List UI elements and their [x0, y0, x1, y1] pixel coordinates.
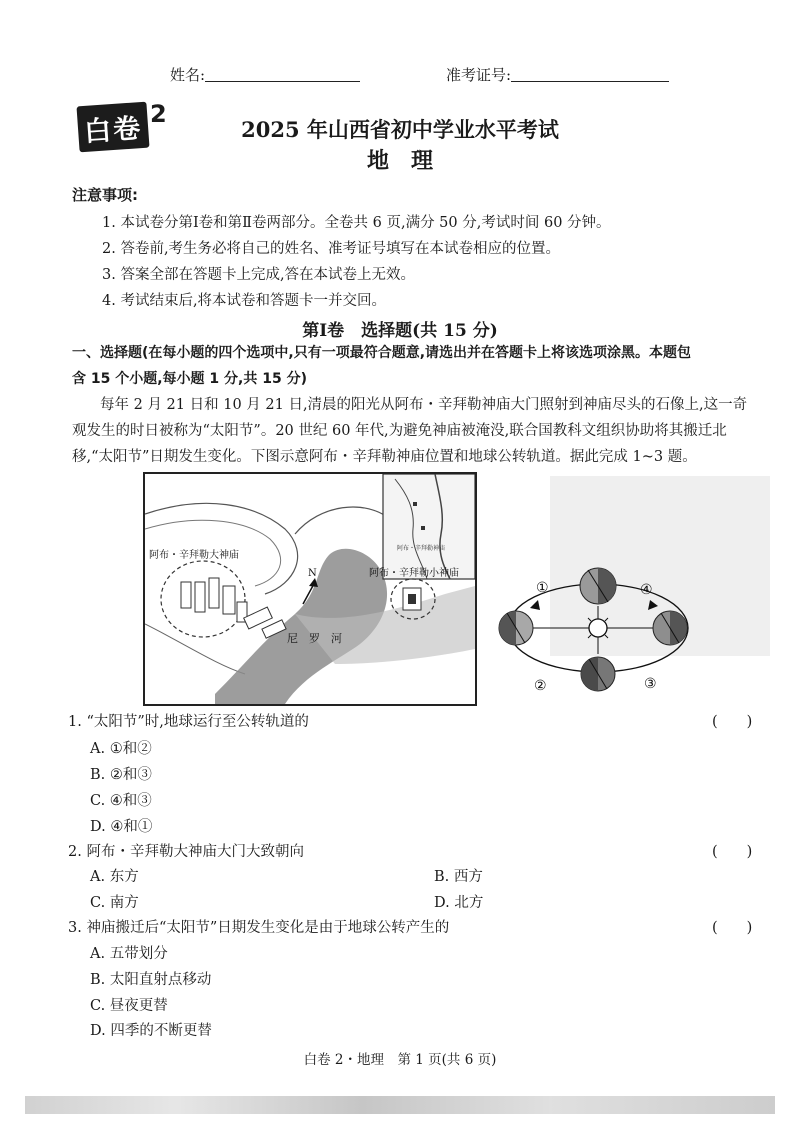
- subject-title: 地 理: [366, 148, 433, 174]
- option: D. 北方: [434, 895, 484, 911]
- passage: [72, 392, 772, 470]
- passage-line: 每年 2 月 21 日和 10 月 21 日,清晨的阳光从阿布・辛拜勒神庙大门照射到神庙尽头的石像上,这一奇: [100, 397, 748, 413]
- paper-badge: 白卷: [76, 102, 149, 153]
- big-temple-label: 阿布・辛拜勒大神庙: [149, 550, 239, 561]
- temple-map: [145, 474, 475, 704]
- page-footer: 白卷 2・地理 第 1 页(共 6 页): [303, 1052, 497, 1068]
- paper-badge-number: 2: [150, 100, 167, 128]
- option: A. ①和②: [90, 741, 152, 757]
- orbit-position-label: ④: [640, 582, 653, 598]
- section-title: 第Ⅰ卷 选择题(共 15 分): [302, 321, 498, 341]
- answer-paren: ( ): [712, 844, 753, 860]
- scan-edge: [25, 1096, 775, 1114]
- passage-line: 移,“太阳节”日期发生变化。下图示意阿布・辛拜勒神庙位置和地球公转轨道。据此完成 1~3 题。: [72, 449, 697, 465]
- exam-number-field: [446, 64, 669, 85]
- temple-map-figure: [143, 472, 477, 706]
- note-item: 1. 本试卷分第Ⅰ卷和第Ⅱ卷两部分。全卷共 6 页,满分 50 分,考试时间 60 分钟。: [102, 215, 611, 231]
- earth-orbit-figure: [490, 468, 780, 704]
- small-temple-label: 阿布・辛拜勒小神庙: [369, 568, 459, 579]
- option: B. ②和③: [90, 767, 152, 783]
- inset-label: 阿布・辛拜勒神庙: [397, 545, 446, 552]
- section-instruction-line: 含 15 个小题,每小题 1 分,共 15 分): [72, 371, 307, 387]
- section-instruction: [72, 340, 772, 392]
- name-label: 姓名:: [170, 66, 206, 84]
- orbit-position-label: ③: [644, 676, 657, 692]
- section-instruction-line: 一、选择题(在每小题的四个选项中,只有一项最符合题意,请选出并在答题卡上将该选项涂黑。本题包: [72, 345, 692, 361]
- exam-title: 2025 年山西省初中学业水平考试: [241, 117, 559, 142]
- question-stem: 3. 神庙搬迁后“太阳节”日期发生变化是由于地球公转产生的: [68, 920, 450, 936]
- name-field: [170, 64, 360, 85]
- earth-orbit-diagram: [490, 468, 780, 704]
- option: A. 东方: [90, 869, 139, 885]
- question-stem: 1. “太阳节”时,地球运行至公转轨道的: [68, 714, 309, 730]
- answer-paren: ( ): [712, 714, 753, 730]
- option: B. 太阳直射点移动: [90, 972, 212, 988]
- earth-icon: [499, 611, 533, 645]
- earth-icon: [653, 611, 687, 645]
- exam-number-blank: [511, 67, 669, 82]
- name-blank: [205, 67, 360, 82]
- north-label: N: [308, 568, 317, 579]
- question-stem: 2. 阿布・辛拜勒大神庙大门大致朝向: [68, 844, 304, 860]
- option: A. 五带划分: [90, 946, 168, 962]
- answer-paren: ( ): [712, 920, 753, 936]
- note-item: 2. 答卷前,考生务必将自己的姓名、准考证号填写在本试卷相应的位置。: [102, 241, 561, 257]
- note-item: 3. 答案全部在答题卡上完成,答在本试卷上无效。: [102, 267, 416, 283]
- earth-icon: [581, 657, 615, 691]
- earth-icon: [580, 568, 616, 604]
- passage-line: 观发生的时日被称为“太阳节”。20 世纪 60 年代,为避免神庙被淹没,联合国教科文组织协助将其搬迁北: [72, 423, 727, 439]
- option: D. ④和①: [90, 819, 153, 835]
- exam-number-label: 准考证号:: [446, 66, 512, 84]
- option: C. ④和③: [90, 793, 152, 809]
- option: C. 昼夜更替: [90, 998, 168, 1014]
- option: C. 南方: [90, 895, 139, 911]
- orbit-position-label: ②: [534, 678, 547, 694]
- notes-title: 注意事项:: [72, 186, 138, 204]
- nile-label: 尼 罗 河: [287, 632, 342, 645]
- option: D. 四季的不断更替: [90, 1023, 212, 1039]
- orbit-position-label: ①: [536, 580, 549, 596]
- note-item: 4. 考试结束后,将本试卷和答题卡一并交回。: [102, 293, 387, 309]
- option: B. 西方: [434, 869, 483, 885]
